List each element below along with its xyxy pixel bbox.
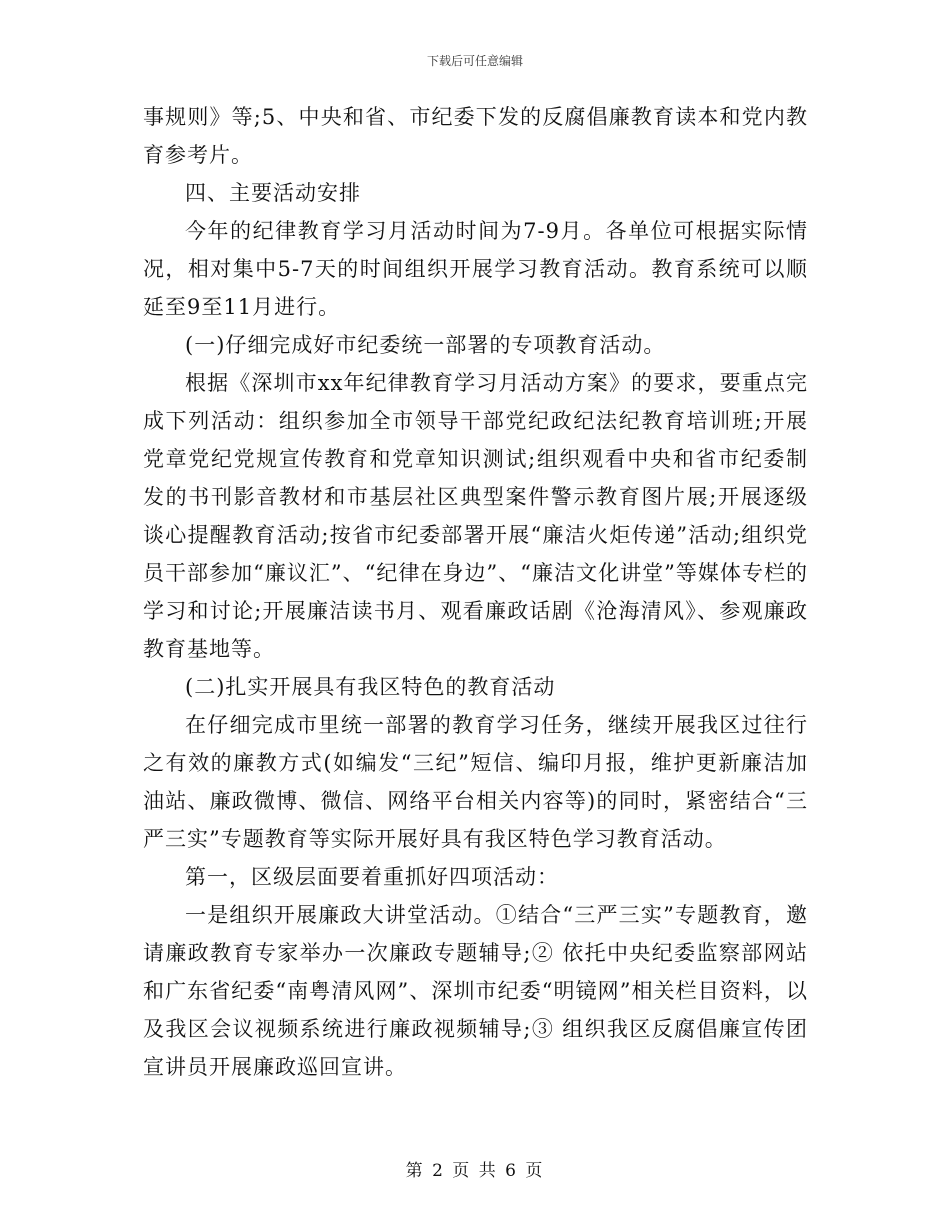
paragraph-district-activities: 在仔细完成市里统一部署的教育学习任务，继续开展我区过往行之有效的廉教方式(如编发“三纪”短信、编印月报，维护更新廉洁加油站、廉政微博、微信、网络平台相关内容等)的同时，紧密结合“三严三实”专题教育等实际开展好具有我区特色学习教育活动。 bbox=[143, 713, 808, 851]
subheading-1: (一)仔细完成好市纪委统一部署的专项教育活动。 bbox=[185, 333, 666, 357]
subheading-2: (二)扎实开展具有我区特色的教育活动 bbox=[185, 675, 556, 699]
paragraph-lecture-activity: 一是组织开展廉政大讲堂活动。①结合“三严三实”专题教育，邀请廉政教育专家举办一次廉政专题辅导;② 依托中央纪委监察部网站和广东省纪委“南粤清风网”、深圳市纪委“明镜网”相关栏目资料，以及我区会议视频系统进行廉政视频辅导;③ 组织我区反腐倡廉宣传团宣讲员开展廉政巡回宣讲。 bbox=[143, 903, 808, 1079]
paragraph-schedule: 今年的纪律教育学习月活动时间为7-9月。各单位可根据实际情况，相对集中5-7天的时间组织开展学习教育活动。教育系统可以顺延至9至11月进行。 bbox=[143, 219, 808, 319]
paragraph-city-activities: 根据《深圳市xx年纪律教育学习月活动方案》的要求，要重点完成下列活动：组织参加全市领导干部党纪政纪法纪教育培训班;开展党章党纪党规宣传教育和党章知识测试;组织观看中央和省市纪委制发的书刊影音教材和市基层社区典型案件警示教育图片展;开展逐级谈心提醒教育活动;按省市纪委部署开展“廉洁火炬传递”活动;组织党员干部参加“廉议汇”、“纪律在身边”、“廉洁文化讲堂”等媒体专栏的学习和讨论;开展廉洁读书月、观看廉政话剧《沧海清风》、参观廉政教育基地等。 bbox=[143, 371, 808, 661]
page-footer: 第 2 页 共 6 页 bbox=[405, 1161, 545, 1181]
paragraph-first-level: 第一，区级层面要着重抓好四项活动： bbox=[185, 865, 559, 889]
section-heading-4: 四、主要活动安排 bbox=[185, 181, 361, 205]
document-body bbox=[143, 98, 808, 1086]
paragraph-1: 事规则》等;5、中央和省、市纪委下发的反腐倡廉教育读本和党内教育参考片。 bbox=[143, 105, 808, 167]
page-header: 下载后可任意编辑 bbox=[426, 54, 523, 68]
